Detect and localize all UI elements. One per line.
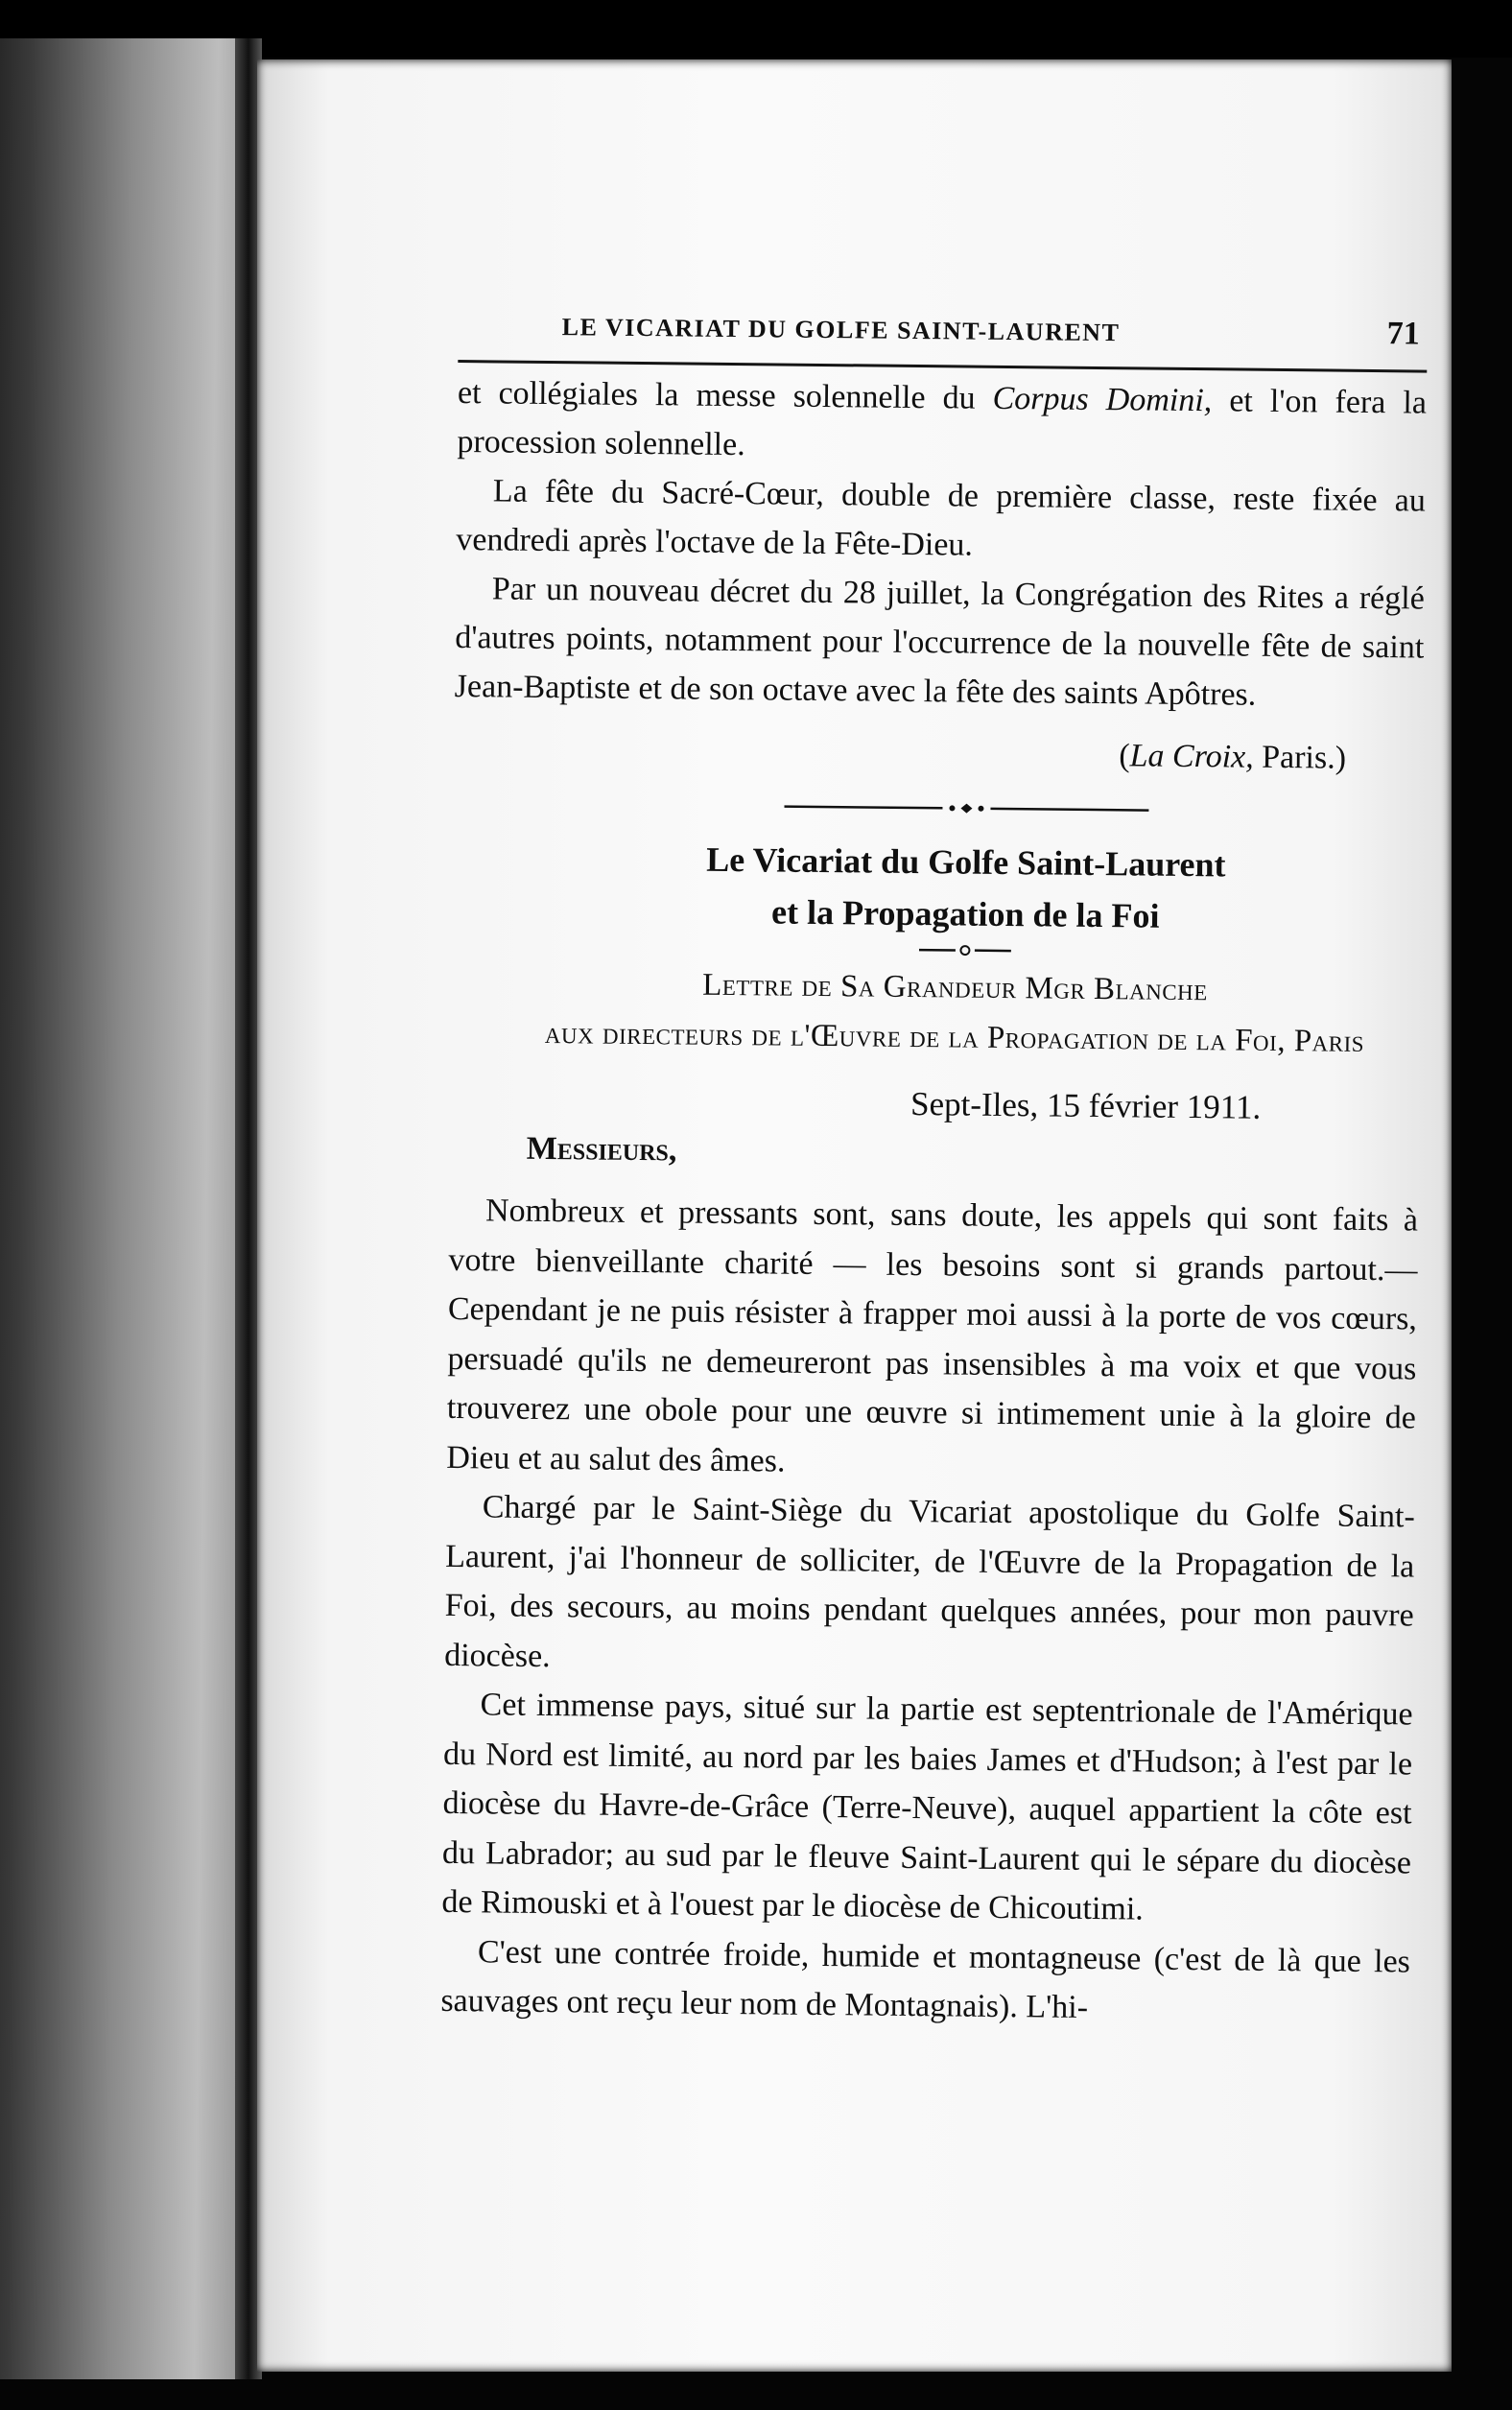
letter-heading: [451, 957, 1421, 1068]
paragraph: Par un nouveau décret du 28 juillet, la Congrégation des Rites a réglé d'autres points, notamment pour l'occurrence de la nouvelle fête de saint Jean-Baptiste et de son octave avec la fête des saints Apôtres.: [454, 571, 1425, 713]
italic-text: Corpus Domini,: [992, 380, 1213, 419]
text-run: et l'on fera la procession solennelle.: [457, 383, 1428, 463]
source-publication: La Croix,: [1129, 738, 1254, 775]
title-line: et la Propagation de la Foi: [770, 892, 1160, 935]
page-number: 71: [1386, 316, 1420, 352]
letter-body: [440, 1186, 1418, 2036]
paragraph: Cet immense pays, situé sur la partie est septentrionale de l'Amérique du Nord est limité, au nord par les baies James et d'Hudson; à l'est par le diocèse du Havre-de-Grâce (Terre-Neuve), auquel appartient la côte est du Labrador; au sud par le fleuve Saint-Laurent qui le sépare du diocèse de Rimouski et à l'ouest par le diocèse de Chicoutimi.: [441, 1687, 1413, 1927]
running-header: [458, 299, 1428, 373]
running-title: LE VICARIAT DU GOLFE SAINT-LAURENT: [561, 313, 1121, 347]
letter-heading-line: Lettre de Sa Grandeur Mgr Blanche: [702, 967, 1209, 1008]
close-paren: ): [1335, 740, 1347, 776]
dateline: Sept-Iles, 15 février 1911.: [910, 1084, 1262, 1126]
source-place: Paris.: [1253, 739, 1335, 776]
article-title: [452, 831, 1422, 945]
small-rule: [919, 943, 1011, 957]
page-content: [440, 299, 1428, 2036]
paragraph: Nombreux et pressants sont, sans doute, les appels qui sont faits à votre bienveillante charité — les besoins sont si grands partout.— Cependant je ne puis résister à frapper moi aussi à la porte de vos cœurs, persuadé qu'ils ne demeureront pas insensibles à ma voix et que vous trouverez une obole pour une œuvre si intimement unie à la gloire de Dieu et au salut des âmes.: [446, 1193, 1419, 1479]
paragraph: [457, 368, 1427, 477]
paragraph: Chargé par le Saint-Siège du Vicariat apostolique du Golfe Saint-Laurent, j'ai l'honneur de solliciter, de l'Œuvre de la Propagation de la Foi, des secours, au moins pendant quelques années, pour mon pauvre diocèse.: [444, 1489, 1415, 1674]
previous-article: [454, 368, 1427, 784]
facing-page-edge: [0, 38, 262, 2379]
paragraph: La fête du Sacré-Cœur, double de première classe, reste fixée au vendredi après l'octave de la Fête-Dieu.: [456, 473, 1427, 563]
paragraph: C'est une contrée froide, humide et montagneuse (c'est de là que les sauvages ont reçu leur nom de Montagnais). L'hi-: [440, 1933, 1411, 2025]
title-line: Le Vicariat du Golfe Saint-Laurent: [706, 839, 1226, 885]
section-divider: [510, 797, 1422, 820]
source-citation: [454, 724, 1423, 784]
open-paren: (: [1119, 738, 1130, 774]
ornamental-rule: [784, 800, 1148, 817]
salutation: Messieurs,: [526, 1130, 677, 1169]
text-run: et collégiales la messe solennelle du: [457, 374, 993, 416]
book-page: [257, 59, 1452, 2372]
letter-heading-line: aux directeurs de l'Œuvre de la Propagation de la Foi, Paris: [544, 1015, 1365, 1059]
